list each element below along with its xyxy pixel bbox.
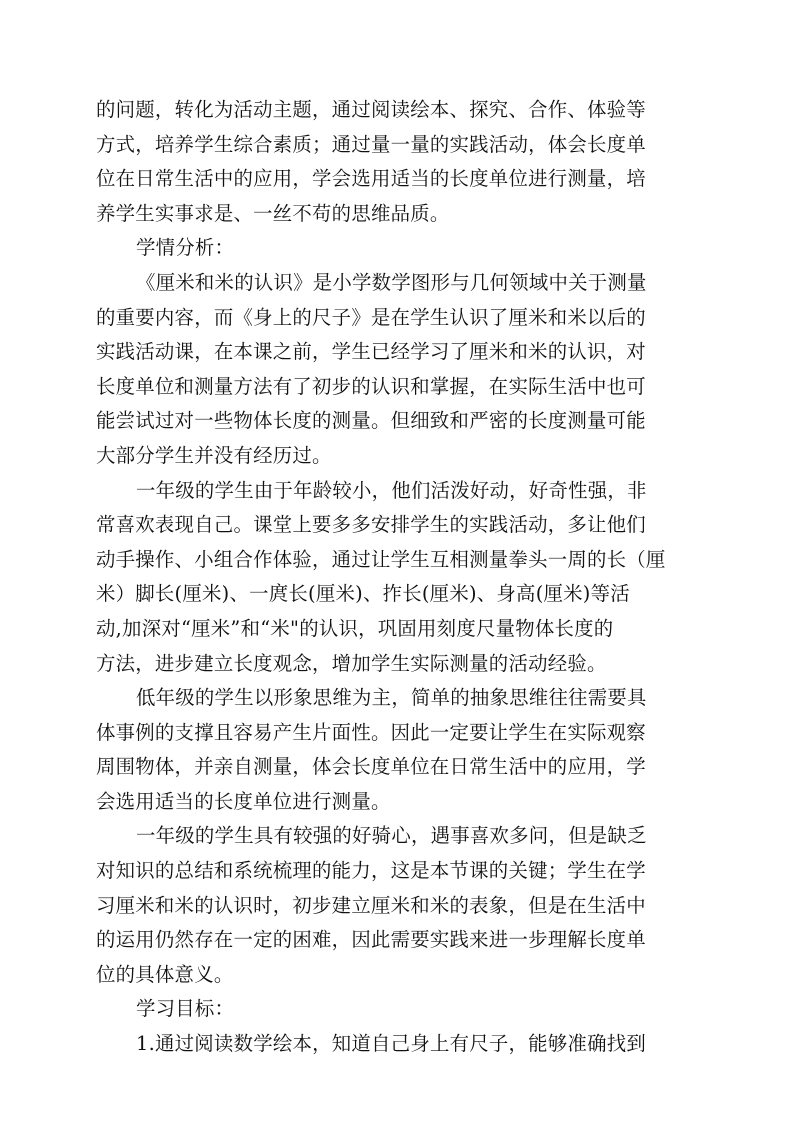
paragraph-line: 实践活动课，在本课之前，学生已经学习了厘米和米的认识，对 xyxy=(96,340,646,364)
paragraph-line: 动,加深对“厘米”和“米"的认识，巩固用刻度尺量物体长度的 xyxy=(96,616,614,640)
paragraph-line: 的问题，转化为活动主题，通过阅读绘本、探究、合作、体验等 xyxy=(96,98,646,121)
paragraph-line: 一年级的学生由于年龄较小，他们活泼好动，好奇性强，非 xyxy=(136,478,647,502)
section-heading-learning-objectives: 学习目标： xyxy=(136,997,235,1021)
paragraph-line: 的运用仍然存在一定的困难，因此需要实践来进一步理解长度单 xyxy=(96,928,646,952)
paragraph-line: 体事例的支撑且容易产生片面性。因此一定要让学生在实际观察 xyxy=(96,720,646,744)
paragraph-line: 会选用适当的长度单位进行测量。 xyxy=(96,789,391,813)
paragraph-line: 一年级的学生具有较强的好骑心，遇事喜欢多问，但是缺乏 xyxy=(136,824,647,848)
paragraph-line: 方式，培养学生综合素质；通过量一量的实践活动，体会长度单 xyxy=(96,132,646,156)
paragraph-line: 《厘米和米的认识》是小学数学图形与几何领域中关于测量 xyxy=(136,270,647,294)
paragraph-line: 的重要内容，而《身上的尺子》是在学生认识了厘米和米以后的 xyxy=(96,305,646,329)
list-item: 1.通过阅读数学绘本，知道自己身上有尺子，能够准确找到 xyxy=(136,1032,647,1056)
paragraph-line: 长度单位和测量方法有了初步的认识和掌握，在实际生活中也可 xyxy=(96,374,646,398)
paragraph-line: 大部分学生并没有经历过。 xyxy=(96,443,332,467)
document-body xyxy=(96,93,696,1062)
paragraph-line: 位在日常生活中的应用，学会选用适当的长度单位进行测量，培 xyxy=(96,167,646,191)
paragraph-line: 周围物体，并亲自测量，体会长度单位在日常生活中的应用，学 xyxy=(96,755,646,779)
paragraph-line: 方法，进步建立长度观念，增加学生实际测量的活动经验。 xyxy=(96,651,607,675)
paragraph-line: 米）脚长(厘米)、一庹长(厘米)、拃长(厘米)、身高(厘米)等活 xyxy=(96,582,630,606)
paragraph-line: 对知识的总结和系统梳理的能力，这是本节课的关键；学生在学 xyxy=(96,859,646,883)
paragraph-line: 养学生实事求是、一丝不苟的思维品质。 xyxy=(96,201,450,225)
paragraph-line: 动手操作、小组合作体验，通过让学生互相测量拳头一周的长（厘 xyxy=(96,547,666,571)
paragraph-line: 能尝试过对一些物体长度的测量。但细致和严密的长度测量可能 xyxy=(96,409,646,433)
paragraph-line: 习厘米和米的认识时，初步建立厘米和米的表象，但是在生活中 xyxy=(96,893,646,917)
section-heading-learning-analysis: 学情分析： xyxy=(136,236,235,260)
paragraph-line: 低年级的学生以形象思维为主，简单的抽象思维往往需要具 xyxy=(136,686,647,710)
paragraph-line: 常喜欢表现自己。课堂上要多多安排学生的实践活动，多让他们 xyxy=(96,513,646,537)
paragraph-line: 位的具体意义。 xyxy=(96,962,234,986)
